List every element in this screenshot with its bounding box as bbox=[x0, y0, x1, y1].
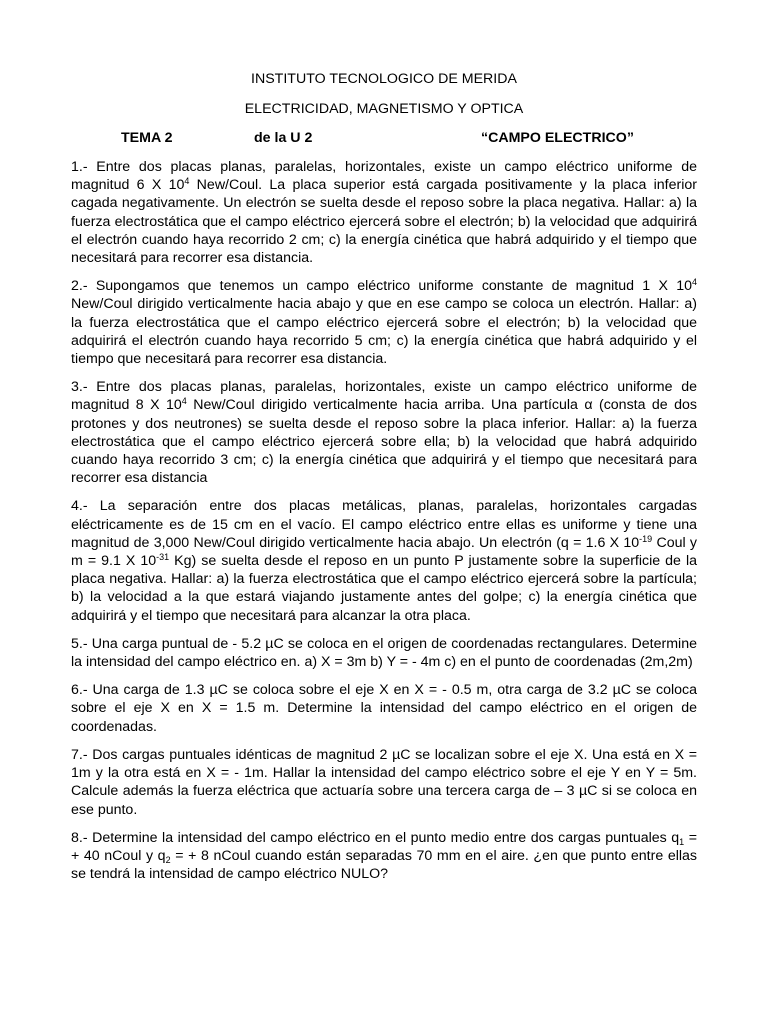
problem-2-text-b: New/Coul dirigido verticalmente hacia abajo y que en ese campo se coloca un electrón. Hallar: a) la fuerza electrostática que el campo eléctrico ejercerá sobre el electrón; b) la velocidad que adquirirá el electrón cuando haya recorrido 5 cm; c) la energía cinética que habrá adquirido y el tiempo que necesitará para recorrer esa distancia. bbox=[71, 296, 697, 368]
topic-line bbox=[71, 130, 697, 148]
exponent: 4 bbox=[691, 277, 697, 288]
problem-3-text-a: 3.- Entre dos placas planas, paralelas, horizontales, existe un campo eléctrico uniforme de magnitud 8 X 10 bbox=[71, 379, 697, 414]
problem-3-text-b: New/Coul dirigido verticalmente hacia arriba. Una partícula α (consta de dos protones y dos neutrones) se suelta desde el reposo sobre la placa inferior. Hallar: a) la fuerza electrostática que el campo eléctrico ejercerá sobre ella; b) la velocidad que habrá adquirido cuando haya recorrido 3 cm; c) la energía cinética que adquirirá y el tiempo que necesitará para recorrer esa distancia bbox=[71, 397, 697, 487]
problem-3 bbox=[71, 378, 697, 487]
problem-8 bbox=[71, 829, 697, 884]
problem-4 bbox=[71, 497, 697, 624]
exponent: -19 bbox=[639, 533, 653, 544]
problem-5: 5.- Una carga puntual de - 5.2 µC se coloca en el origen de coordenadas rectangulares. Determine la intensidad del campo eléctrico en. a) X = 3m b) Y = - 4m c) en el punto de coordenadas (2m,2m) bbox=[71, 635, 697, 671]
unit-label: de la U 2 bbox=[254, 130, 313, 146]
problem-8-text-a: 8.- Determine la intensidad del campo eléctrico en el punto medio entre dos cargas puntuales q bbox=[71, 829, 680, 846]
problem-1-text-a: 1.- Entre dos placas planas, paralelas, horizontales, existe un campo eléctrico uniforme de magnitud 6 X 10 bbox=[71, 159, 697, 194]
problem-8-text-c: = + 8 nCoul cuando están separadas 70 mm en el aire. ¿en que punto entre ellas se tendrá la intensidad de campo eléctrico NULO? bbox=[71, 847, 698, 883]
exponent: 4 bbox=[184, 176, 190, 187]
problem-2-text-a: 2.- Supongamos que tenemos un campo eléctrico uniforme constante de magnitud 1 X 10 bbox=[71, 278, 692, 295]
problem-8-text-b: = + 40 nCoul y q bbox=[71, 829, 697, 864]
problem-6: 6.- Una carga de 1.3 µC se coloca sobre el eje X en X = - 0.5 m, otra carga de 3.2 µC se coloca sobre el eje X en X = 1.5 m. Determine la intensidad del campo eléctrico en el origen de coordenadas. bbox=[71, 682, 697, 735]
problem-4-text-c: Kg) se suelta desde el reposo en un punto P justamente sobre la superficie de la placa negativa. Hallar: a) la fuerza electrostática que el campo eléctrico ejercerá sobre la partícula; b) la velocidad a la que estará viajando justamente antes del golpe; c) la energía cinética que adquirirá y el tiempo que necesitará para alcanzar la otra placa. bbox=[71, 553, 697, 624]
problem-1-text-b: New/Coul. La placa superior está cargada positivamente y la placa inferior cagada negativamente. Un electrón se suelta desde el reposo sobre la placa negativa. Hallar: a) la fuerza electrostática que el campo eléctrico ejercerá sobre el electrón; b) la velocidad que adquirirá el electrón cuando haya recorrido 2 cm; c) la energía cinética que habrá adquirido y el tiempo que necesitará para recorrer esa distancia. bbox=[71, 177, 697, 267]
problem-4-text-a: 4.- La separación entre dos placas metálicas, planas, paralelas, horizontales cargadas eléctricamente es de 15 cm en el vacío. El campo eléctrico entre ellas es uniforme y tiene una magnitud de 3,000 New/Coul dirigido verticalmente hacia abajo. Un electrón (q = 1.6 X 10 bbox=[71, 498, 697, 551]
problem-7: 7.- Dos cargas puntuales idénticas de magnitud 2 µC se localizan sobre el eje X. Una está en X = 1m y la otra está en X = - 1m. Hallar la intensidad del campo eléctrico sobre el eje Y en Y = 5m. Calcule además la fuerza eléctrica que actuaría sobre una tercera carga de – 3 µC si se coloca en ese punto. bbox=[71, 746, 697, 818]
tema-label: TEMA 2 bbox=[121, 130, 173, 146]
problem-1 bbox=[71, 158, 697, 267]
topic-title: “CAMPO ELECTRICO” bbox=[481, 130, 634, 146]
course-heading: ELECTRICIDAD, MAGNETISMO Y OPTICA bbox=[244, 101, 524, 117]
problem-4-text-b: Coul y m = 9.1 X 10 bbox=[71, 534, 698, 570]
exponent: 4 bbox=[181, 396, 187, 407]
institute-heading: INSTITUTO TECNOLOGICO DE MERIDA bbox=[251, 71, 517, 87]
problem-2 bbox=[71, 277, 697, 368]
document-page bbox=[71, 70, 697, 893]
subscript: 2 bbox=[165, 854, 171, 865]
subscript: 1 bbox=[679, 836, 685, 847]
exponent: -31 bbox=[156, 552, 170, 563]
